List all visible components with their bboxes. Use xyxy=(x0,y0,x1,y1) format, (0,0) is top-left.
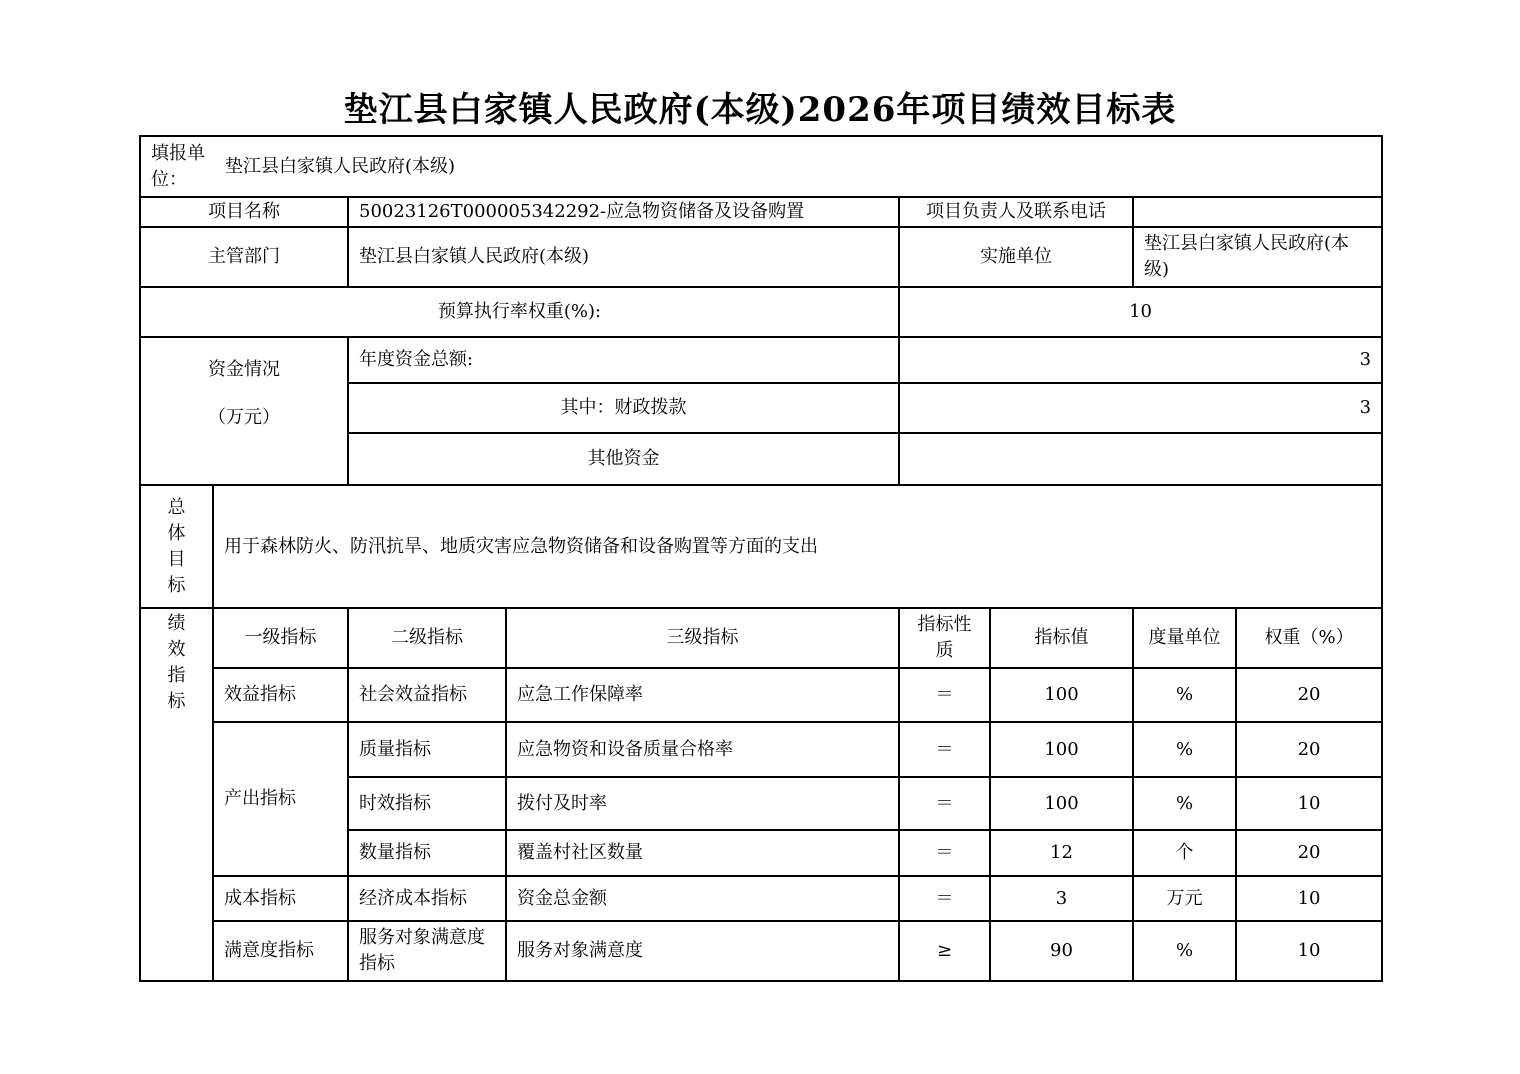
goal-char: 总 xyxy=(167,496,186,518)
indicator-char: 绩 xyxy=(167,613,186,634)
funds-other-label: 其他资金 xyxy=(348,433,899,485)
department-row xyxy=(140,227,1382,287)
table-row xyxy=(140,668,1382,722)
group-benefit: 效益指标 xyxy=(213,668,348,722)
row-value: 12 xyxy=(990,830,1133,876)
goal-char: 目 xyxy=(167,548,186,570)
header-weight: 权重（%） xyxy=(1236,608,1382,668)
header-nature: 指标性质 xyxy=(899,608,990,668)
budget-rate-label: 预算执行率权重(%): xyxy=(140,287,899,337)
budget-rate-row xyxy=(140,287,1382,337)
row-unit: % xyxy=(1133,777,1236,830)
table-row xyxy=(140,921,1382,981)
implementer-label: 实施单位 xyxy=(899,227,1133,287)
funds-total-value: 3 xyxy=(899,337,1382,383)
project-name-row xyxy=(140,197,1382,227)
funds-fiscal-label: 其中：财政拨款 xyxy=(348,383,899,433)
indicator-section-label xyxy=(140,608,213,981)
goal-char: 体 xyxy=(167,522,186,544)
document-title: 垫江县白家镇人民政府(本级)2026年项目绩效目标表 xyxy=(343,90,1177,130)
group-output: 产出指标 xyxy=(213,722,348,876)
row-unit: % xyxy=(1133,921,1236,981)
funds-fiscal-value: 3 xyxy=(899,383,1382,433)
project-name-value: 50023126T000005342292-应急物资储备及设备购置 xyxy=(348,197,899,227)
row-level3: 资金总金额 xyxy=(506,876,899,921)
goal-char: 标 xyxy=(167,574,186,596)
unit-value: 垫江县白家镇人民政府(本级) xyxy=(225,155,456,177)
row-level2: 社会效益指标 xyxy=(348,668,506,722)
row-nature: ＝ xyxy=(899,777,990,830)
project-owner-label: 项目负责人及联系电话 xyxy=(899,197,1133,227)
overall-goal-row xyxy=(140,485,1382,608)
row-level2: 数量指标 xyxy=(348,830,506,876)
row-nature: ＝ xyxy=(899,722,990,777)
funds-label-line2: （万元） xyxy=(208,407,280,428)
row-nature: ≥ xyxy=(899,921,990,981)
implementer-value: 垫江县白家镇人民政府(本级) xyxy=(1133,227,1382,287)
funds-other-value xyxy=(899,433,1382,485)
header-unit: 度量单位 xyxy=(1133,608,1236,668)
overall-goal-label xyxy=(140,485,213,608)
row-level2: 服务对象满意度指标 xyxy=(348,921,506,981)
table-row xyxy=(140,722,1382,777)
row-level3: 拨付及时率 xyxy=(506,777,899,830)
indicator-char: 标 xyxy=(167,691,186,712)
table-row xyxy=(140,876,1382,921)
indicator-char: 指 xyxy=(167,665,186,686)
overall-goal-text: 用于森林防火、防汛抗旱、地质灾害应急物资储备和设备购置等方面的支出 xyxy=(213,485,1382,608)
row-unit: % xyxy=(1133,722,1236,777)
project-name-label: 项目名称 xyxy=(140,197,348,227)
row-weight: 20 xyxy=(1236,668,1382,722)
row-weight: 20 xyxy=(1236,830,1382,876)
unit-row xyxy=(140,136,1382,197)
project-owner-value xyxy=(1133,197,1382,227)
indicator-header-row xyxy=(140,608,1382,668)
indicator-char: 效 xyxy=(167,639,186,660)
row-weight: 10 xyxy=(1236,921,1382,981)
row-value: 3 xyxy=(990,876,1133,921)
row-unit: % xyxy=(1133,668,1236,722)
row-unit: 个 xyxy=(1133,830,1236,876)
row-value: 100 xyxy=(990,777,1133,830)
row-level3: 覆盖村社区数量 xyxy=(506,830,899,876)
header-level3: 三级指标 xyxy=(506,608,899,668)
row-level2: 质量指标 xyxy=(348,722,506,777)
row-nature: ＝ xyxy=(899,830,990,876)
funds-total-row xyxy=(140,337,1382,383)
row-level3: 应急物资和设备质量合格率 xyxy=(506,722,899,777)
performance-target-table xyxy=(139,135,1383,982)
funds-label-line1: 资金情况 xyxy=(208,359,280,380)
unit-label: 填报单位： xyxy=(151,142,205,190)
budget-rate-value: 10 xyxy=(899,287,1382,337)
row-level2: 经济成本指标 xyxy=(348,876,506,921)
funds-total-label: 年度资金总额: xyxy=(348,337,899,383)
header-level2: 二级指标 xyxy=(348,608,506,668)
row-level3: 应急工作保障率 xyxy=(506,668,899,722)
row-weight: 20 xyxy=(1236,722,1382,777)
row-level2: 时效指标 xyxy=(348,777,506,830)
row-weight: 10 xyxy=(1236,777,1382,830)
department-label: 主管部门 xyxy=(140,227,348,287)
row-value: 100 xyxy=(990,722,1133,777)
group-cost: 成本指标 xyxy=(213,876,348,921)
group-satisfaction: 满意度指标 xyxy=(213,921,348,981)
funds-label xyxy=(140,337,348,485)
department-value: 垫江县白家镇人民政府(本级) xyxy=(348,227,899,287)
row-value: 100 xyxy=(990,668,1133,722)
header-value: 指标值 xyxy=(990,608,1133,668)
row-value: 90 xyxy=(990,921,1133,981)
row-nature: ＝ xyxy=(899,876,990,921)
header-level1: 一级指标 xyxy=(213,608,348,668)
row-nature: ＝ xyxy=(899,668,990,722)
row-weight: 10 xyxy=(1236,876,1382,921)
row-level3: 服务对象满意度 xyxy=(506,921,899,981)
row-unit: 万元 xyxy=(1133,876,1236,921)
